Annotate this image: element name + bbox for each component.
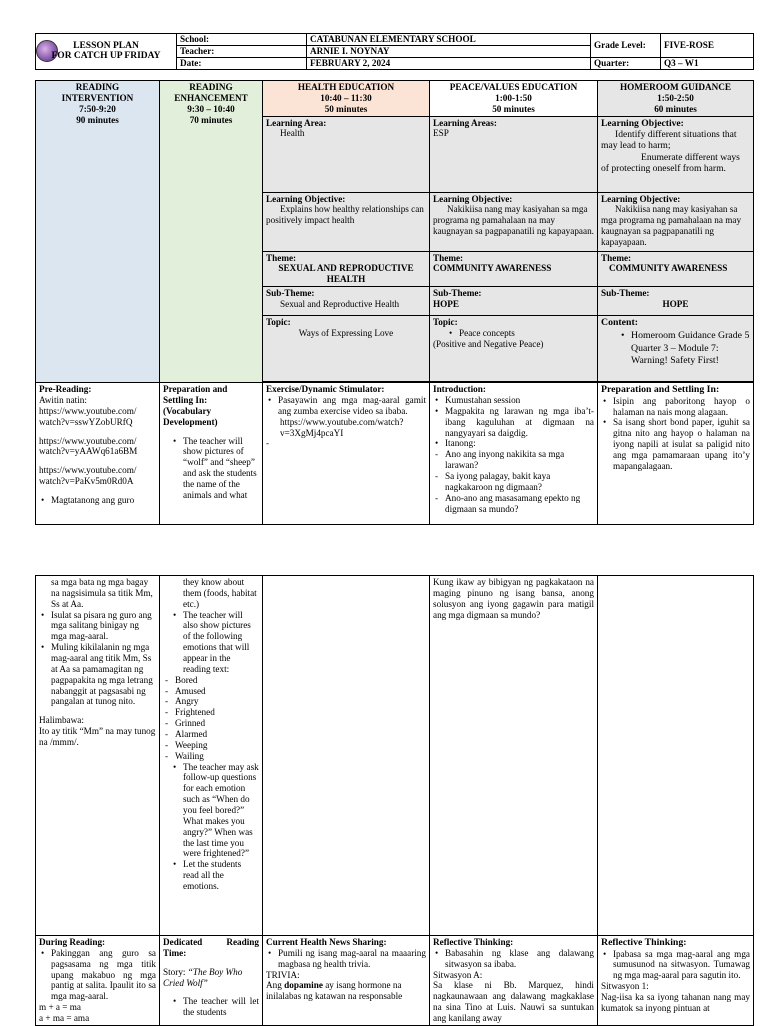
teacher-value: ARNIE I. NOYNAY bbox=[307, 46, 591, 58]
school-label: School: bbox=[177, 34, 307, 46]
homeroom-objective-1: Learning Objective: Identify different situations that may lead to harm; Enumerate different ways of protecting oneself from harm. bbox=[598, 116, 754, 192]
peace-topic: Topic: • Peace concepts (Positive and Negative Peace) bbox=[430, 316, 598, 382]
homeroom-objective-2: Learning Objective: Nakikiisa nang may kasiyahan sa mga programa ng pamahalaan na may kaugnayan sa pagpapanatili ng kapayapaan. bbox=[598, 192, 754, 251]
quarter-value: Q3 – W1 bbox=[661, 58, 754, 70]
preparation-settling-cell: Preparation and Settling In: (Vocabulary Development) • The teacher will show pictures of “wolf” and “sheep” and ask the students the name of the animals and what bbox=[160, 383, 263, 525]
health-topic: Topic: Ways of Expressing Love bbox=[263, 316, 430, 382]
homeroom-subtheme: Sub-Theme: HOPE bbox=[598, 287, 754, 316]
homeroom-content: Content: • Homeroom Guidance Grade 5 Quarter 3 – Module 7: Warning! Safety First! bbox=[598, 316, 754, 382]
grade-label: Grade Level: bbox=[591, 34, 661, 58]
exercise-stimulator-cell: Exercise/Dynamic Stimulator: • Pasayawin ang mga mag-aaral gamit ang zumba exercise video sa ibaba. https://www.youtube.com/watch?v=3XgMj4pcaYI - bbox=[263, 383, 430, 525]
schedule-table-page1 bbox=[35, 80, 754, 525]
homeroom-reflective-cell: Reflective Thinking: • Ipabasa sa mga mag-aaral ang mga sumusunod na sitwasyon. Tumawag ng mga mag-aaral para sagutin ito. Sitwasyon 1: Nag-iisa ka sa iyong tahanan nang may kumatok sa inyong pintuan at bbox=[598, 936, 754, 1026]
health-subtheme: Sub-Theme: Sexual and Reproductive Health bbox=[263, 287, 430, 316]
peace-reflective-cell: Reflective Thinking: • Babasahin ng klase ang dalawang sitwasyon sa ibaba. Sitwasyon A: Sa klase ni Bb. Marquez, hindi nagkaunawaan ang dalawang magkaklase na sina Tino at Luis. Nauwi sa suntukan ang kanilang away bbox=[430, 936, 598, 1026]
lp-title: LESSON PLAN bbox=[73, 40, 139, 51]
introduction-cell: Introduction: • Kumustahan session • Magpakita ng larawan ng mga iba’t-ibang kaguluhan at digmaan na nangyayari sa daigdig. • Itanong: - Ano ang inyong nakikita sa mga larawan? - Sa iyong palagay, bakit kaya nagkakaroon ng digmaan? - Ano-ano ang masasamang epekto ng digmaan sa mundo? bbox=[430, 383, 598, 525]
dedicated-reading-cell: Dedicated Reading Time: Story: “The Boy Who Cried Wolf” • The teacher will let the students bbox=[160, 936, 263, 1026]
header-table bbox=[35, 33, 754, 70]
health-learning-area: Learning Area: Health bbox=[263, 116, 430, 192]
during-reading-cell: During Reading: • Pakinggan ang guro sa pagsasama ng mga titik upang makabuo ng mga pantig at salita. Ipaulit ito sa mga mag-aaral. m + a = ma a + ma = ama bbox=[36, 936, 160, 1026]
schedule-table-page2 bbox=[35, 575, 754, 1026]
homeroom-theme: Theme: COMMUNITY AWARENESS bbox=[598, 251, 754, 287]
lp-subtitle: FOR CATCH UP FRIDAY bbox=[51, 50, 161, 61]
peace-subtheme: Sub-Theme: HOPE bbox=[430, 287, 598, 316]
peace-learning-area: Learning Areas: ESP bbox=[430, 116, 598, 192]
school-value: CATABUNAN ELEMENTARY SCHOOL bbox=[307, 34, 591, 46]
col-peace-values: PEACE/VALUES EDUCATION 1:00-1:50 50 minutes bbox=[430, 81, 598, 117]
teacher-label: Teacher: bbox=[177, 46, 307, 58]
zumba-video-link[interactable]: https://www.youtube.com/watch?v=3XgMj4pcaYI bbox=[280, 416, 404, 438]
col-homeroom: HOMEROOM GUIDANCE 1:50-2:50 60 minutes bbox=[598, 81, 754, 117]
vocabulary-continued: they know about them (foods, habitat etc.) • The teacher will also show pictures of the following emotions that will appear in the reading text: - Bored - Amused - Angry - Frightened - Grinned - Alarmed - Weeping - Wailing • The teacher may ask follow-up questions for each emotion such as “When do you feel bored?” What makes you angry?” When was the last time you were frightened?” • Let the students read all the emotions. bbox=[160, 576, 263, 936]
peace-learning-objective: Learning Objective: Nakikiisa nang may kasiyahan sa mga programa ng pamahalaan na may kaugnayan sa pagpapanatili ng kapayapaan. bbox=[430, 192, 598, 251]
date-value: FEBRUARY 2, 2024 bbox=[307, 58, 591, 70]
col-health-education: HEALTH EDUCATION 10:40 – 11:30 50 minutes bbox=[263, 81, 430, 117]
youtube-link-1[interactable]: https://www.youtube.com/ watch?v=sswYZobURfQ bbox=[39, 405, 137, 427]
date-label: Date: bbox=[177, 58, 307, 70]
lesson-plan-title bbox=[36, 34, 177, 70]
youtube-link-2[interactable]: https://www.youtube.com/ watch?v=yAAWq61a6BM bbox=[39, 435, 138, 457]
exercise-continued bbox=[263, 576, 430, 936]
pre-reading-cell: Pre-Reading: Awitin natin: https://www.youtube.com/ watch?v=sswYZobURfQ https://www.youtube.com/ watch?v=yAAWq61a6BM https://www.youtube.com/ watch?v=PaKv5m0Rd0A • Magtatanong ang guro bbox=[36, 383, 160, 525]
col-reading-enhancement: READING ENHANCEMENT 9:30 – 10:40 70 minutes bbox=[160, 81, 263, 383]
pre-reading-continued: sa mga bata ng mga bagay na nagsisimula sa titik Mm, Ss at Aa. • Isulat sa pisara ng guro ang mga salitang binigay ng mga mag-aaral. • Muling kikilalanin ng mga mag-aaral ang titik Mm, Ss at Aa sa pamamagitan ng pagpapakita ng mga letrang nabanggit at pagsasabi ng pangalan at tunog nito. Halimbawa: Ito ay titik “Mm” na may tunog na /mmm/. bbox=[36, 576, 160, 936]
health-theme: Theme: SEXUAL AND REPRODUCTIVE HEALTH bbox=[263, 251, 430, 287]
col-reading-intervention: READING INTERVENTION 7:50-9:20 90 minutes bbox=[36, 81, 160, 383]
health-news-cell: Current Health News Sharing: • Pumili ng isang mag-aaral na maaaring magbasa ng health trivia. TRIVIA: Ang dopamine ay isang hormone na inilalabas ng katawan na responsable bbox=[263, 936, 430, 1026]
introduction-continued: Kung ikaw ay bibigyan ng pagkakataon na maging pinuno ng isang bansa, anong solusyon ang iyong gagawin para matigil ang mga digmaan sa mundo? bbox=[430, 576, 598, 936]
homeroom-preparation-cell: Preparation and Settling In: • Isipin ang paboritong hayop o halaman na nais mong alagaan. • Sa isang short bond paper, iguhit sa gitna nito ang hayop o halaman na iyong napili at isulat sa paligid nito ang mga pamamaraan upang ito’y mapangalagaan. bbox=[598, 383, 754, 525]
homeroom-continued bbox=[598, 576, 754, 936]
quarter-label: Quarter: bbox=[591, 58, 661, 70]
youtube-link-3[interactable]: https://www.youtube.com/ watch?v=PaKv5m0Rd0A bbox=[39, 465, 137, 487]
peace-theme: Theme: COMMUNITY AWARENESS bbox=[430, 251, 598, 287]
health-learning-objective: Learning Objective: Explains how healthy relationships can positively impact health bbox=[263, 192, 430, 251]
grade-value: FIVE-ROSE bbox=[661, 34, 754, 58]
emotion-list: - Bored - Amused - Angry - Frightened - Grinned - Alarmed - Weeping - Wailing bbox=[163, 675, 259, 762]
